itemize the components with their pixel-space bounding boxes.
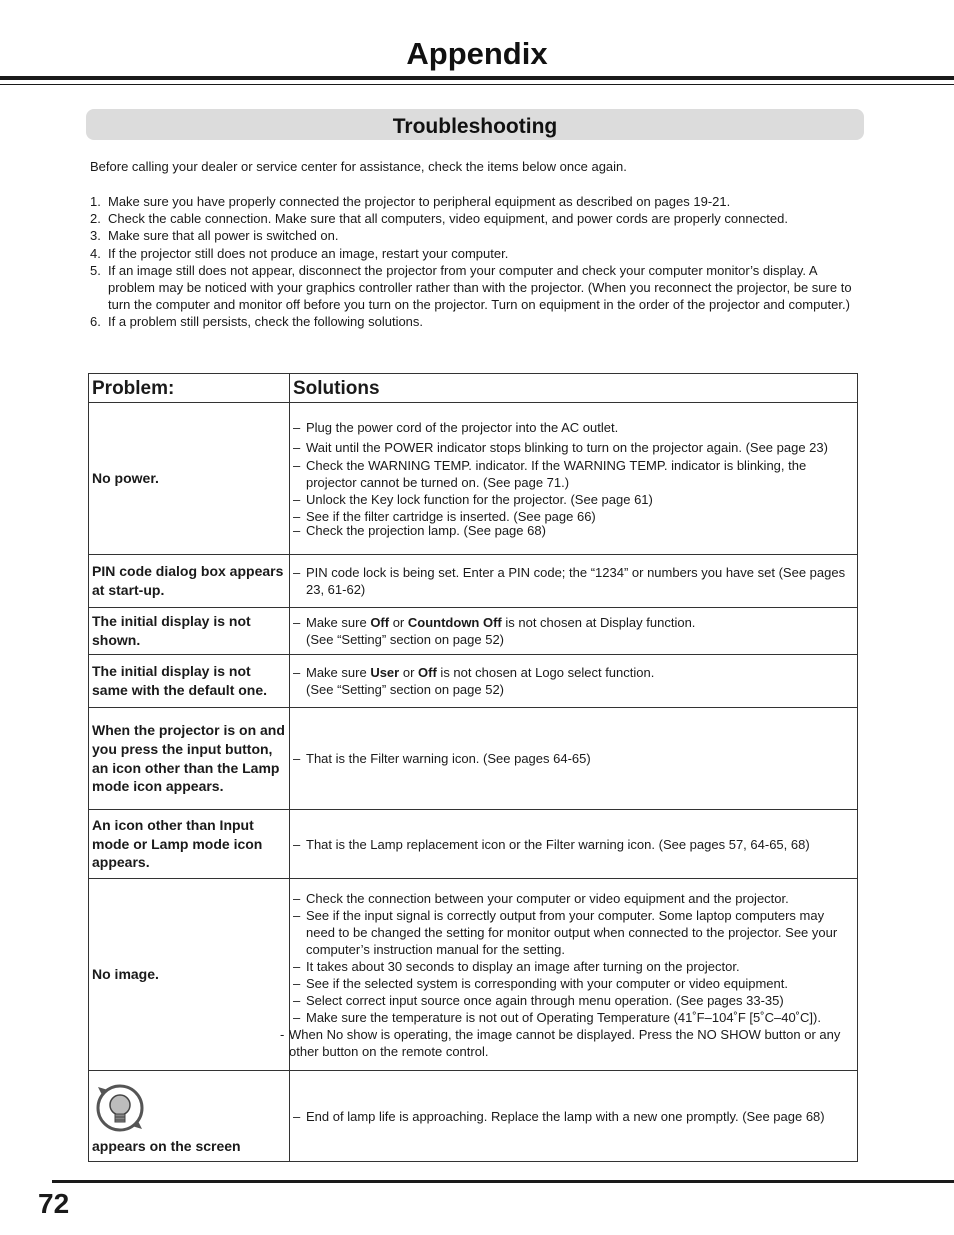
solution-note	[280, 1026, 853, 1060]
solution-text: That is the Lamp replacement icon or the Filter warning icon. (See pages 57, 64-65, 68)	[306, 836, 810, 852]
solution-text: Select correct input source once again through menu operation. (See pages 33-35)	[306, 992, 784, 1008]
problem-cell: No power.	[89, 403, 290, 555]
solution-item	[293, 750, 853, 767]
item-number: 2.	[90, 211, 101, 227]
solution-text: (See “Setting” section on page 52)	[306, 632, 505, 647]
item-text: Make sure that all power is switched on.	[108, 228, 339, 244]
dash: –	[293, 975, 301, 991]
solution-cell	[290, 708, 858, 810]
problem-cell: An icon other than Input mode or Lamp mode icon appears.	[89, 810, 290, 879]
checklist-item	[90, 313, 865, 330]
solution-text: That is the Filter warning icon. (See pages 64-65)	[306, 751, 591, 766]
solution-cell	[280, 879, 858, 1071]
problem-cell	[89, 1071, 290, 1162]
solution-text: is not chosen at Display function.	[501, 615, 696, 630]
dash: –	[293, 665, 301, 680]
table-header-row	[89, 374, 858, 403]
solution-text: See if the input signal is correctly output from your computer. Some laptop computers may need to be changed the setting for monitor output when connected to the projector. See your computer’s instruction manual for the setting.	[306, 907, 838, 957]
dash: –	[293, 907, 301, 923]
solution-item	[293, 439, 853, 456]
solution-text: It takes about 30 seconds to display an image after turning on the projector.	[306, 958, 740, 974]
table-row	[89, 555, 858, 608]
solution-cell	[290, 555, 858, 608]
item-number: 4.	[90, 245, 101, 261]
table-row	[89, 810, 858, 879]
solution-cell	[290, 608, 858, 655]
dash: –	[293, 419, 301, 435]
column-header-problem: Problem:	[89, 374, 290, 403]
dash: –	[293, 958, 301, 974]
column-header-solutions: Solutions	[290, 374, 858, 403]
intro-text: Before calling your dealer or service center for assistance, check the items below once again.	[90, 159, 627, 174]
checklist	[90, 193, 865, 331]
solution-cell	[290, 810, 858, 879]
item-text: Make sure you have properly connected the projector to peripheral equipment as described on pages 19-21.	[108, 194, 731, 209]
section-header-bar	[86, 109, 864, 140]
dash: –	[293, 1108, 301, 1124]
dash: –	[293, 457, 301, 473]
item-text: Check the cable connection. Make sure that all computers, video equipment, and power cords are properly connected.	[108, 211, 788, 227]
solution-text: Plug the power cord of the projector into the AC outlet.	[306, 419, 619, 435]
solution-text: Check the projection lamp. (See page 68)	[306, 522, 546, 538]
lamp-replacement-icon	[94, 1083, 146, 1133]
solution-item	[293, 1108, 853, 1125]
dash: –	[293, 615, 301, 630]
solution-cell	[290, 1071, 858, 1162]
table-row	[89, 608, 858, 655]
dash: –	[293, 836, 301, 852]
problem-cell: The initial display is not shown.	[89, 608, 290, 655]
solution-text: Make sure	[306, 615, 371, 630]
problem-cell: The initial display is not same with the default one.	[89, 655, 290, 708]
item-text: If a problem still persists, check the following solutions.	[108, 314, 424, 330]
header-rule	[0, 76, 954, 80]
dash: –	[293, 565, 301, 580]
solution-text: When No show is operating, the image cannot be displayed. Press the NO SHOW button or any other button on the remote control.	[289, 1026, 841, 1059]
table-row	[89, 655, 858, 708]
solution-item	[293, 491, 853, 508]
solution-text: PIN code lock is being set. Enter a PIN code; the “1234” or numbers you have set (See pages 23, 61-62)	[306, 565, 846, 597]
checklist-item	[90, 227, 865, 244]
solution-cell	[290, 655, 858, 708]
solution-text: Wait until the POWER indicator stops blinking to turn on the projector again. (See page 23)	[306, 439, 828, 455]
problem-cell: No image.	[89, 879, 290, 1071]
dash: –	[293, 1009, 301, 1025]
solution-emphasis: User	[370, 665, 400, 680]
checklist-item	[90, 245, 865, 262]
solution-text: Make sure the temperature is not out of Operating Temperature (41˚F–104˚F [5˚C–40˚C]).	[306, 1009, 821, 1025]
checklist-item	[90, 262, 865, 314]
solution-text: or	[399, 665, 419, 680]
problem-cell: When the projector is on and you press the input button, an icon other than the Lamp mode icon appears.	[89, 708, 290, 810]
dash: –	[293, 522, 301, 538]
solution-emphasis: Off	[418, 665, 437, 680]
item-number: 5.	[90, 262, 101, 278]
checklist-item	[90, 193, 865, 210]
solution-item	[293, 419, 853, 436]
dash: –	[293, 751, 301, 766]
dash: –	[293, 992, 301, 1008]
solution-cell	[290, 403, 858, 555]
solution-item	[293, 992, 853, 1009]
solution-item	[293, 564, 853, 598]
item-text: If the projector still does not produce an image, restart your computer.	[108, 245, 509, 261]
solution-text: See if the filter cartridge is inserted. (See page 66)	[306, 508, 596, 524]
solution-text: (See “Setting” section on page 52)	[306, 682, 505, 697]
troubleshooting-table	[88, 373, 858, 1162]
dash: –	[293, 491, 301, 507]
solution-text: Unlock the Key lock function for the projector. (See page 61)	[306, 491, 653, 507]
solution-item	[293, 664, 853, 698]
table-row	[89, 403, 858, 555]
solution-text: End of lamp life is approaching. Replace the lamp with a new one promptly. (See page 68)	[306, 1108, 825, 1124]
solution-text: Check the WARNING TEMP. indicator. If the WARNING TEMP. indicator is blinking, the projector cannot be turned on. (See page 71.)	[306, 457, 807, 490]
solution-item	[293, 457, 853, 491]
section-title: Troubleshooting	[392, 115, 558, 138]
item-number: 6.	[90, 314, 101, 330]
item-text: If an image still does not appear, disconnect the projector from your computer and check your computer monitor’s display. A problem may be noticed with your graphics controller rather than with the projector. (When you reconnect the projector, be sure to turn the computer and monitor off before you turn on the projector. Turn on equipment in the order of the projector and computer.)	[108, 262, 852, 313]
table-row	[89, 708, 858, 810]
solution-item	[293, 836, 853, 853]
dash: –	[293, 890, 301, 906]
item-number: 3.	[90, 228, 101, 244]
table-row	[89, 1071, 858, 1162]
table-row	[89, 879, 858, 1071]
dash: –	[293, 439, 301, 455]
item-number: 1.	[90, 194, 101, 209]
solution-item	[293, 614, 853, 648]
solution-item	[293, 1009, 853, 1026]
solution-item	[293, 522, 853, 539]
checklist-item	[90, 210, 865, 227]
solution-text: See if the selected system is corresponding with your computer or video equipment.	[306, 975, 788, 991]
problem-cell: PIN code dialog box appears at start-up.	[89, 555, 290, 608]
solution-item	[293, 890, 853, 907]
solution-item	[293, 907, 853, 958]
solution-text: is not chosen at Logo select function.	[436, 665, 655, 680]
dash: -	[280, 1026, 285, 1042]
page-title: Appendix	[406, 36, 548, 71]
problem-text: appears on the screen	[92, 1137, 241, 1154]
footer-rule	[52, 1180, 954, 1183]
header-rule-thin	[0, 84, 954, 85]
solution-item	[293, 958, 853, 975]
solution-item	[293, 975, 853, 992]
solution-text: or	[389, 615, 408, 630]
solution-emphasis: Countdown Off	[407, 615, 502, 630]
solution-text: Check the connection between your computer or video equipment and the projector.	[306, 890, 789, 906]
page-number: 72	[38, 1188, 70, 1219]
dash: –	[293, 508, 301, 524]
solution-emphasis: Off	[370, 615, 390, 630]
solution-text: Make sure	[306, 665, 371, 680]
